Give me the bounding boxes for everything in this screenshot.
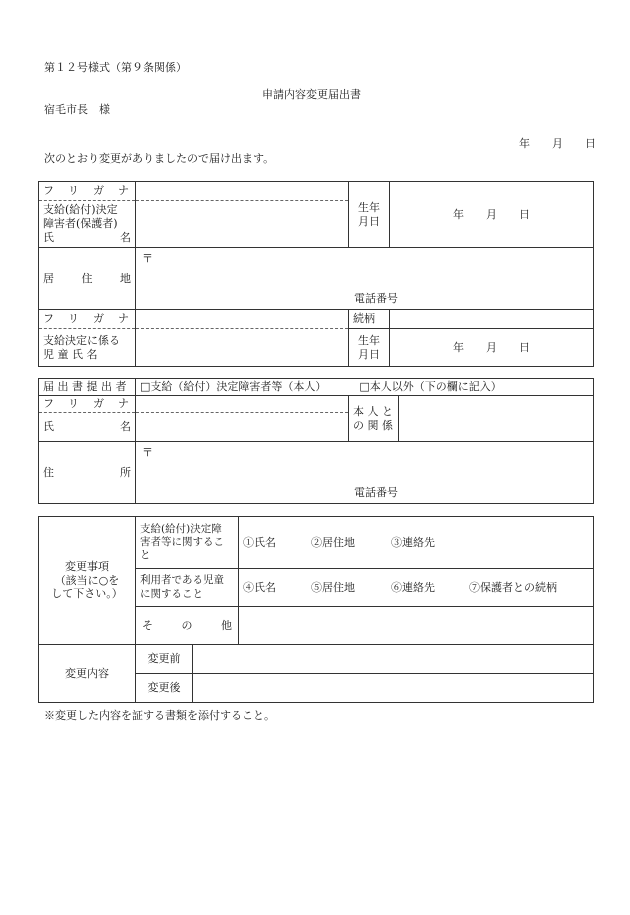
change-table <box>38 516 594 703</box>
recipient-furigana-label: フ リ ガ ナ <box>39 182 136 201</box>
submitter-phone-label: 電話番号 <box>354 486 398 500</box>
postal-mark: 〒 <box>142 446 153 459</box>
row1-label: 支給(給付)決定障 害者等に関するこ と <box>136 517 239 569</box>
other-label: そ の 他 <box>136 607 239 645</box>
after-field[interactable] <box>193 674 594 703</box>
child-furigana-label: フ リ ガ ナ <box>39 310 136 329</box>
form-title: 申請内容変更届出書 <box>262 88 361 101</box>
addressee: 宿毛市長 様 <box>44 103 110 116</box>
submitter-furigana-label: フ リ ガ ナ <box>39 396 136 413</box>
row1-options <box>239 517 594 569</box>
child-furigana-field[interactable] <box>136 310 349 329</box>
submitter-label: 届 出 書 提 出 者 <box>39 379 136 396</box>
option-7-relation[interactable]: ⑦保護者との続柄 <box>469 580 557 594</box>
submitter-name-field[interactable] <box>136 413 349 442</box>
submitter-address-label: 住 所 <box>39 442 136 504</box>
recipient-name-field[interactable] <box>136 201 349 248</box>
child-name-field[interactable] <box>136 329 349 367</box>
submitter-table <box>38 378 594 504</box>
postal-mark: 〒 <box>142 252 153 265</box>
option-5-residence[interactable]: ⑤居住地 <box>311 580 355 594</box>
recipient-furigana-field[interactable] <box>136 182 349 201</box>
intro-text: 次のとおり変更がありましたので届け出ます。 <box>44 152 275 165</box>
option-self-checkbox[interactable]: □支給（給付）決定障害者等（本人） <box>140 380 327 394</box>
submitter-furigana-field[interactable] <box>136 396 349 413</box>
recipient-birth-field[interactable]: 年 月 日 <box>390 182 594 248</box>
change-content-label: 変更内容 <box>39 645 136 703</box>
footnote: ※変更した内容を証する書類を添付すること。 <box>44 709 275 722</box>
option-2-residence[interactable]: ②居住地 <box>311 535 355 549</box>
submitter-relation-label: 本 人 と の 関 係 <box>349 396 399 442</box>
change-items-label: 変更事項 （該当に○を して下さい。） <box>39 517 136 645</box>
option-3-contact[interactable]: ③連絡先 <box>391 535 435 549</box>
recipient-address-field[interactable] <box>136 248 594 310</box>
child-birth-field[interactable]: 年 月 日 <box>390 329 594 367</box>
row2-options <box>239 569 594 607</box>
recipient-table <box>38 181 594 367</box>
before-label: 変更前 <box>136 645 193 674</box>
submitter-relation-field[interactable] <box>399 396 594 442</box>
option-1-name[interactable]: ①氏名 <box>243 535 276 549</box>
option-6-contact[interactable]: ⑥連絡先 <box>391 580 435 594</box>
row2-label: 利用者である児童 に関すること <box>136 569 239 607</box>
submitter-address-field[interactable] <box>136 442 594 504</box>
form-number: 第１２号様式（第９条関係） <box>44 61 187 74</box>
before-field[interactable] <box>193 645 594 674</box>
after-label: 変更後 <box>136 674 193 703</box>
option-other-checkbox[interactable]: □本人以外（下の欄に記入） <box>359 380 502 394</box>
other-field[interactable] <box>239 607 594 645</box>
child-birth-label: 生年 月日 <box>349 329 390 367</box>
child-relation-field[interactable] <box>390 310 594 329</box>
recipient-phone-label: 電話番号 <box>354 292 398 306</box>
recipient-address-label: 居 住 地 <box>39 248 136 310</box>
recipient-birth-label: 生年 月日 <box>349 182 390 248</box>
submitter-options <box>136 379 594 396</box>
child-name-label: 支給決定に係る 児 童 氏 名 <box>39 329 136 367</box>
child-relation-label: 続柄 <box>349 310 390 329</box>
recipient-name-label: 支給(給付)決定 障害者(保護者) 氏 名 <box>39 201 136 248</box>
option-4-name[interactable]: ④氏名 <box>243 580 276 594</box>
submitter-name-label: 氏 名 <box>39 413 136 442</box>
submission-date: 年 月 日 <box>519 137 596 150</box>
